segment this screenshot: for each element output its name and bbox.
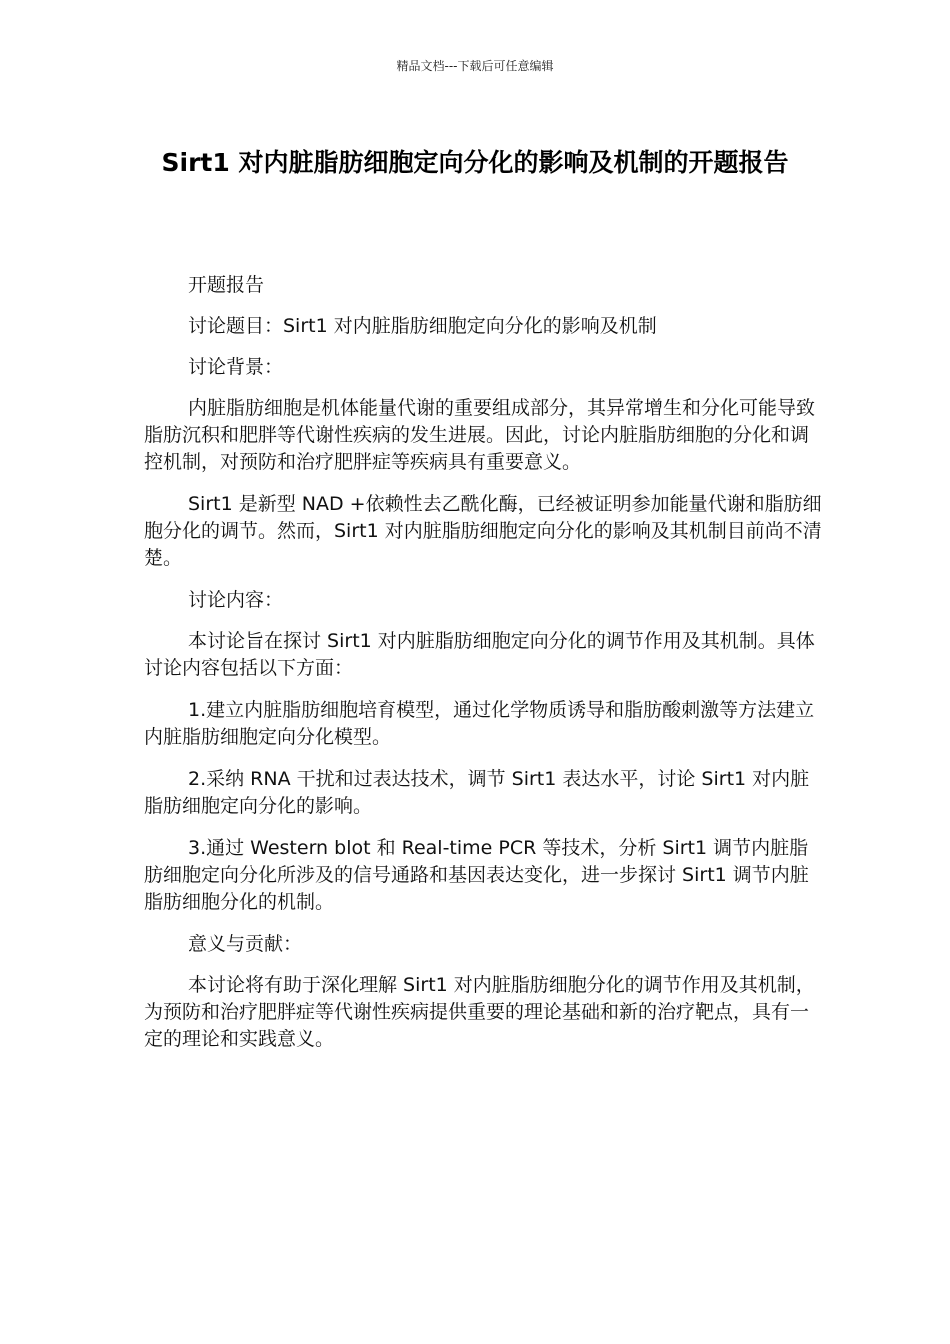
content-item-2: 2.采纳 RNA 干扰和过表达技术，调节 Sirt1 表达水平，讨论 Sirt1 对内脏脂肪细胞定向分化的影响。 [144,768,810,817]
document-title: Sirt1 对内脏脂肪细胞定向分化的影响及机制的开题报告 [161,148,789,177]
document-body [144,272,824,1068]
content-item-1: 1.建立内脏脂肪细胞培育模型，通过化学物质诱导和脂肪酸刺激等方法建立内脏脂肪细胞定向分化模型。 [144,699,815,748]
background-paragraph-2: Sirt1 是新型 NAD +依赖性去乙酰化酶，已经被证明参加能量代谢和脂肪细胞分化的调节。然而，Sirt1 对内脏脂肪细胞定向分化的影响及其机制目前尚不清楚。 [144,493,822,569]
significance-paragraph: 本讨论将有助于深化理解 Sirt1 对内脏脂肪细胞分化的调节作用及其机制，为预防和治疗肥胖症等代谢性疾病提供重要的理论基础和新的治疗靶点，具有一定的理论和实践意义。 [144,974,815,1050]
content-intro-paragraph: 本讨论旨在探讨 Sirt1 对内脏脂肪细胞定向分化的调节作用及其机制。具体讨论内容包括以下方面： [144,630,815,679]
content-item-3: 3.通过 Western blot 和 Real-time PCR 等技术，分析 Sirt1 调节内脏脂肪细胞定向分化所涉及的信号通路和基因表达变化，进一步探讨 Sirt1 调节内脏脂肪细胞分化的机制。 [144,837,809,913]
section-label-content: 讨论内容： [188,589,284,611]
section-label-background: 讨论背景： [188,356,284,378]
background-paragraph-1: 内脏脂肪细胞是机体能量代谢的重要组成部分，其异常增生和分化可能导致脂肪沉积和肥胖等代谢性疾病的发生进展。因此，讨论内脏脂肪细胞的分化和调控机制，对预防和治疗肥胖症等疾病具有重要意义。 [144,397,816,473]
section-label-significance: 意义与贡献： [188,933,303,955]
page-header-note: 精品文档---下载后可任意编辑 [396,59,554,73]
section-label-report: 开题报告 [188,274,265,296]
topic-line: 讨论题目：Sirt1 对内脏脂肪细胞定向分化的影响及机制 [188,315,657,337]
